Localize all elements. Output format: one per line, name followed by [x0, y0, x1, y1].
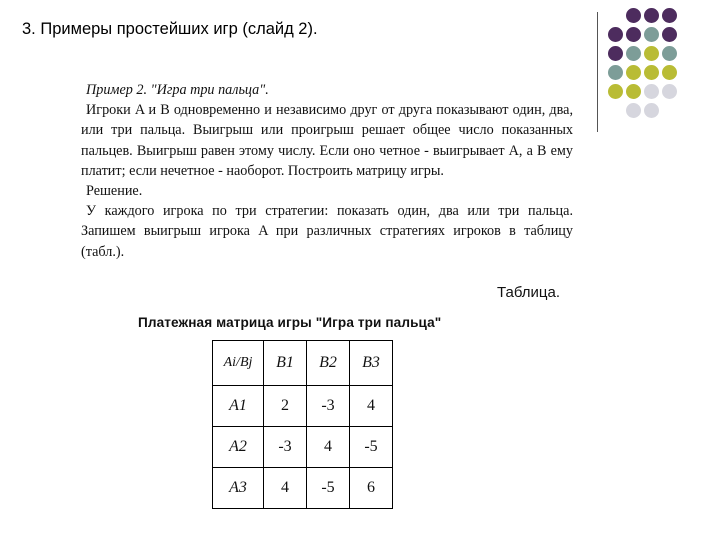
table-cell: -5 [307, 468, 350, 509]
decorative-dot [662, 84, 677, 99]
decorative-dot [662, 65, 677, 80]
table-header-row [213, 341, 393, 386]
decorative-dot [608, 27, 623, 42]
decorative-dot [662, 46, 677, 61]
table-row-label: A1 [213, 386, 264, 427]
decorative-dot [608, 84, 623, 99]
decorative-dot [608, 46, 623, 61]
decorative-dot [626, 46, 641, 61]
decorative-dot [608, 8, 623, 23]
example-text-block [81, 80, 573, 262]
table-cell: -3 [307, 386, 350, 427]
decorative-dot [626, 8, 641, 23]
decorative-dot [644, 8, 659, 23]
solution-paragraph: У каждого игрока по три стратегии: показать один, два или три пальца. Запишем выигрыш игрока A при различных стратегиях игроков в таблицу (табл.). [81, 203, 573, 260]
decorative-dot [644, 103, 659, 118]
table-row [213, 468, 393, 509]
decorative-dot [626, 103, 641, 118]
decorative-dot [626, 84, 641, 99]
table-cell: -3 [264, 427, 307, 468]
decorative-dot [626, 27, 641, 42]
table-cell: 4 [307, 427, 350, 468]
table-header-cell: B3 [350, 341, 393, 386]
slide-title: 3. Примеры простейших игр (слайд 2). [22, 20, 318, 38]
table-caption: Таблица. [497, 284, 560, 301]
table-cell: 4 [264, 468, 307, 509]
decorative-divider [597, 12, 598, 132]
decorative-dot [608, 103, 623, 118]
table-header-cell: B2 [307, 341, 350, 386]
decorative-dot [644, 65, 659, 80]
decorative-dot [626, 65, 641, 80]
table-title: Платежная матрица игры "Игра три пальца" [138, 315, 442, 330]
decorative-dot [662, 8, 677, 23]
problem-paragraph: Игроки A и B одновременно и независимо друг от друга показывают один, два, или три пальца. Выигрыш или проигрыш решает общее число показанных пальцев. Выигрыш равен этому числу. Если оно четное - выигрывает A, а B ему платит; если нечетное - наоборот. Построить матрицу игры. [81, 102, 573, 179]
payoff-matrix-table [212, 340, 393, 509]
table-row-label: A3 [213, 468, 264, 509]
table-row [213, 427, 393, 468]
table-cell: 6 [350, 468, 393, 509]
decorative-dot [662, 27, 677, 42]
solution-label: Решение. [86, 183, 143, 200]
example-heading: Пример 2. "Игра три пальца". [86, 82, 269, 98]
decorative-dot-grid [608, 8, 678, 119]
table-cell: 2 [264, 386, 307, 427]
table-cell: 4 [350, 386, 393, 427]
table-header-cell: Ai/Bj [213, 341, 264, 386]
table-row-label: A2 [213, 427, 264, 468]
decorative-dot [644, 27, 659, 42]
decorative-dot [644, 84, 659, 99]
decorative-dot [644, 46, 659, 61]
table-cell: -5 [350, 427, 393, 468]
decorative-dot [662, 103, 677, 118]
table-header-cell: B1 [264, 341, 307, 386]
table-row [213, 386, 393, 427]
decorative-dot [608, 65, 623, 80]
